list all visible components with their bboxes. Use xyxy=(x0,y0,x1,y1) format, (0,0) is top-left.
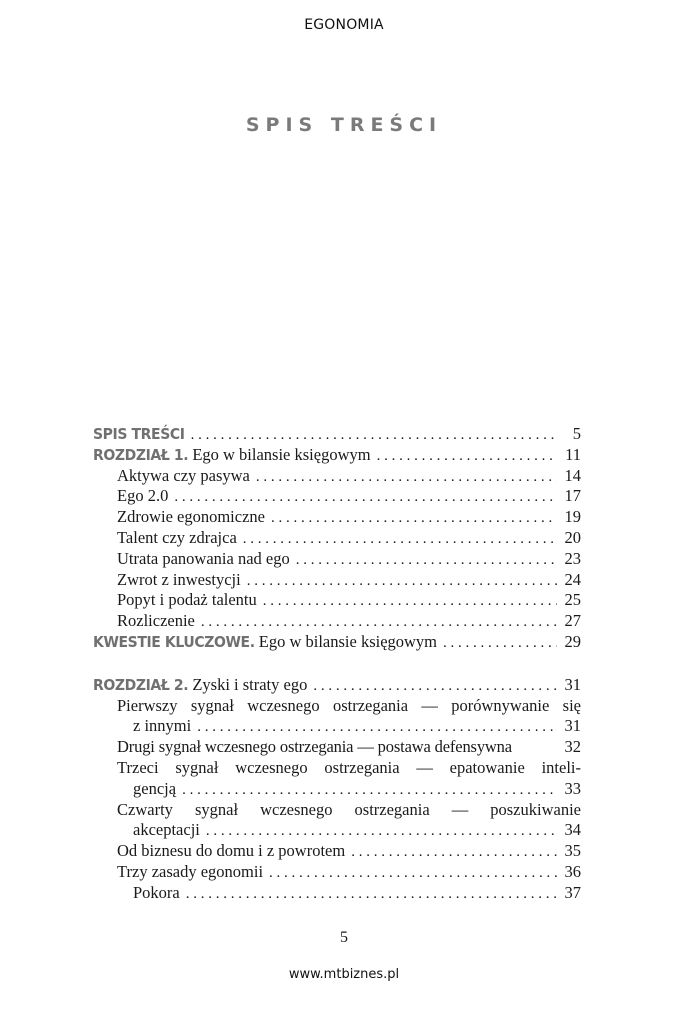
toc-chapter-tag: ROZDZIAŁ 1. xyxy=(93,447,189,465)
toc-entry-label: Ego 2.0 xyxy=(117,486,169,506)
dot-leader xyxy=(313,676,557,697)
dot-leader xyxy=(182,780,557,801)
toc-entry-chapter-2[interactable] xyxy=(93,675,581,696)
toc-entry-label: Popyt i podaż talentu xyxy=(117,590,257,610)
toc-entry[interactable] xyxy=(93,611,581,632)
toc-chapter-tag: ROZDZIAŁ 2. xyxy=(93,677,189,695)
toc-page-number: 34 xyxy=(564,820,581,840)
toc-entry[interactable] xyxy=(93,528,581,549)
dot-leader xyxy=(443,633,557,654)
toc-entry-spis-tresci[interactable] xyxy=(93,424,581,445)
toc-page-number: 11 xyxy=(565,444,581,464)
toc-page-number: 36 xyxy=(564,861,581,881)
toc-entry[interactable] xyxy=(93,486,581,507)
toc-page-number: 35 xyxy=(564,841,581,861)
toc-entry-label: Zwrot z inwestycji xyxy=(117,569,241,589)
dot-leader xyxy=(377,446,557,467)
toc-entry-label: Drugi sygnał wczesnego ostrzegania — postawa defensywna xyxy=(117,737,512,757)
running-header: EGONOMIA xyxy=(304,17,384,33)
toc-entry-label: Zyski i straty ego xyxy=(188,674,308,694)
table-of-contents xyxy=(93,424,581,904)
dot-leader xyxy=(296,550,557,571)
dot-leader xyxy=(174,487,557,508)
toc-section-tag: KWESTIE KLUCZOWE. xyxy=(93,634,255,652)
toc-page-number: 33 xyxy=(564,778,581,798)
toc-page-number: 37 xyxy=(564,882,581,902)
toc-entry-label: Ego w bilansie księgowym xyxy=(188,444,371,464)
toc-page-number: 24 xyxy=(564,569,581,589)
toc-entry-label-line1: Pierwszy sygnał wczesnego ostrzegania — porównywanie się xyxy=(117,695,581,715)
dot-leader xyxy=(263,591,557,612)
dot-leader xyxy=(269,863,557,884)
toc-entry-label: Trzy zasady egonomii xyxy=(117,861,264,881)
toc-entry-label-line2: akceptacji xyxy=(133,820,200,840)
page-number: 5 xyxy=(340,929,348,946)
toc-entry-label: Rozliczenie xyxy=(117,611,195,631)
toc-entry-label: Aktywa czy pasywa xyxy=(117,465,250,485)
toc-entry[interactable] xyxy=(93,549,581,570)
toc-page-number: 23 xyxy=(564,548,581,568)
toc-entry-label: Talent czy zdrajca xyxy=(117,527,237,547)
toc-entry[interactable] xyxy=(93,841,581,862)
toc-entry-label-line2: z innymi xyxy=(133,716,192,736)
toc-entry-label-line1: Czwarty sygnał wczesnego ostrzegania — poszukiwanie xyxy=(117,799,581,819)
dot-leader xyxy=(186,884,557,905)
toc-entry-label: Ego w bilansie księgowym xyxy=(254,631,438,651)
toc-entry-label: Zdrowie egonomiczne xyxy=(117,507,265,527)
toc-page-number: 31 xyxy=(564,716,581,736)
toc-entry[interactable] xyxy=(93,507,581,528)
toc-entry-chapter-1[interactable] xyxy=(93,445,581,466)
toc-page-number: 25 xyxy=(564,590,581,610)
toc-page-number: 20 xyxy=(564,527,581,547)
toc-page-number: 31 xyxy=(564,674,581,694)
toc-page-number: 5 xyxy=(572,424,581,443)
toc-entry-multiline[interactable] xyxy=(93,696,581,738)
dot-leader xyxy=(206,821,557,842)
dot-leader xyxy=(271,508,557,529)
dot-leader xyxy=(351,842,557,863)
page-title: SPIS TREŚCI xyxy=(245,114,443,136)
toc-page-number: 27 xyxy=(564,611,581,631)
publisher-url: www.mtbiznes.pl xyxy=(288,967,400,982)
dot-leader xyxy=(191,425,557,446)
dot-leader xyxy=(247,571,557,592)
toc-entry[interactable] xyxy=(93,466,581,487)
toc-entry[interactable] xyxy=(93,570,581,591)
dot-leader xyxy=(201,612,557,633)
toc-entry[interactable] xyxy=(93,590,581,611)
toc-section-tag: SPIS TREŚCI xyxy=(93,426,185,444)
toc-entry[interactable] xyxy=(93,883,581,904)
toc-entry[interactable] xyxy=(93,737,581,758)
toc-entry-multiline[interactable] xyxy=(93,800,581,842)
toc-page-number: 19 xyxy=(564,507,581,527)
toc-entry-label: Pokora xyxy=(133,882,180,902)
toc-entry-multiline[interactable] xyxy=(93,758,581,800)
toc-entry-key-issues[interactable] xyxy=(93,632,581,653)
toc-entry-label: Od biznesu do domu i z powrotem xyxy=(117,841,346,861)
toc-entry-label-line1: Trzeci sygnał wczesnego ostrzegania — epatowanie inteli- xyxy=(117,757,581,777)
dot-leader xyxy=(243,529,557,550)
toc-entry-label-line2: gencją xyxy=(133,778,177,798)
toc-entry-label: Utrata panowania nad ego xyxy=(117,548,290,568)
dot-leader xyxy=(197,717,557,738)
toc-entry[interactable] xyxy=(93,862,581,883)
toc-page-number: 17 xyxy=(564,486,581,506)
toc-page-number: 14 xyxy=(564,465,581,485)
dot-leader xyxy=(256,467,557,488)
toc-page-number: 32 xyxy=(564,737,581,757)
toc-page-number: 29 xyxy=(564,631,581,651)
